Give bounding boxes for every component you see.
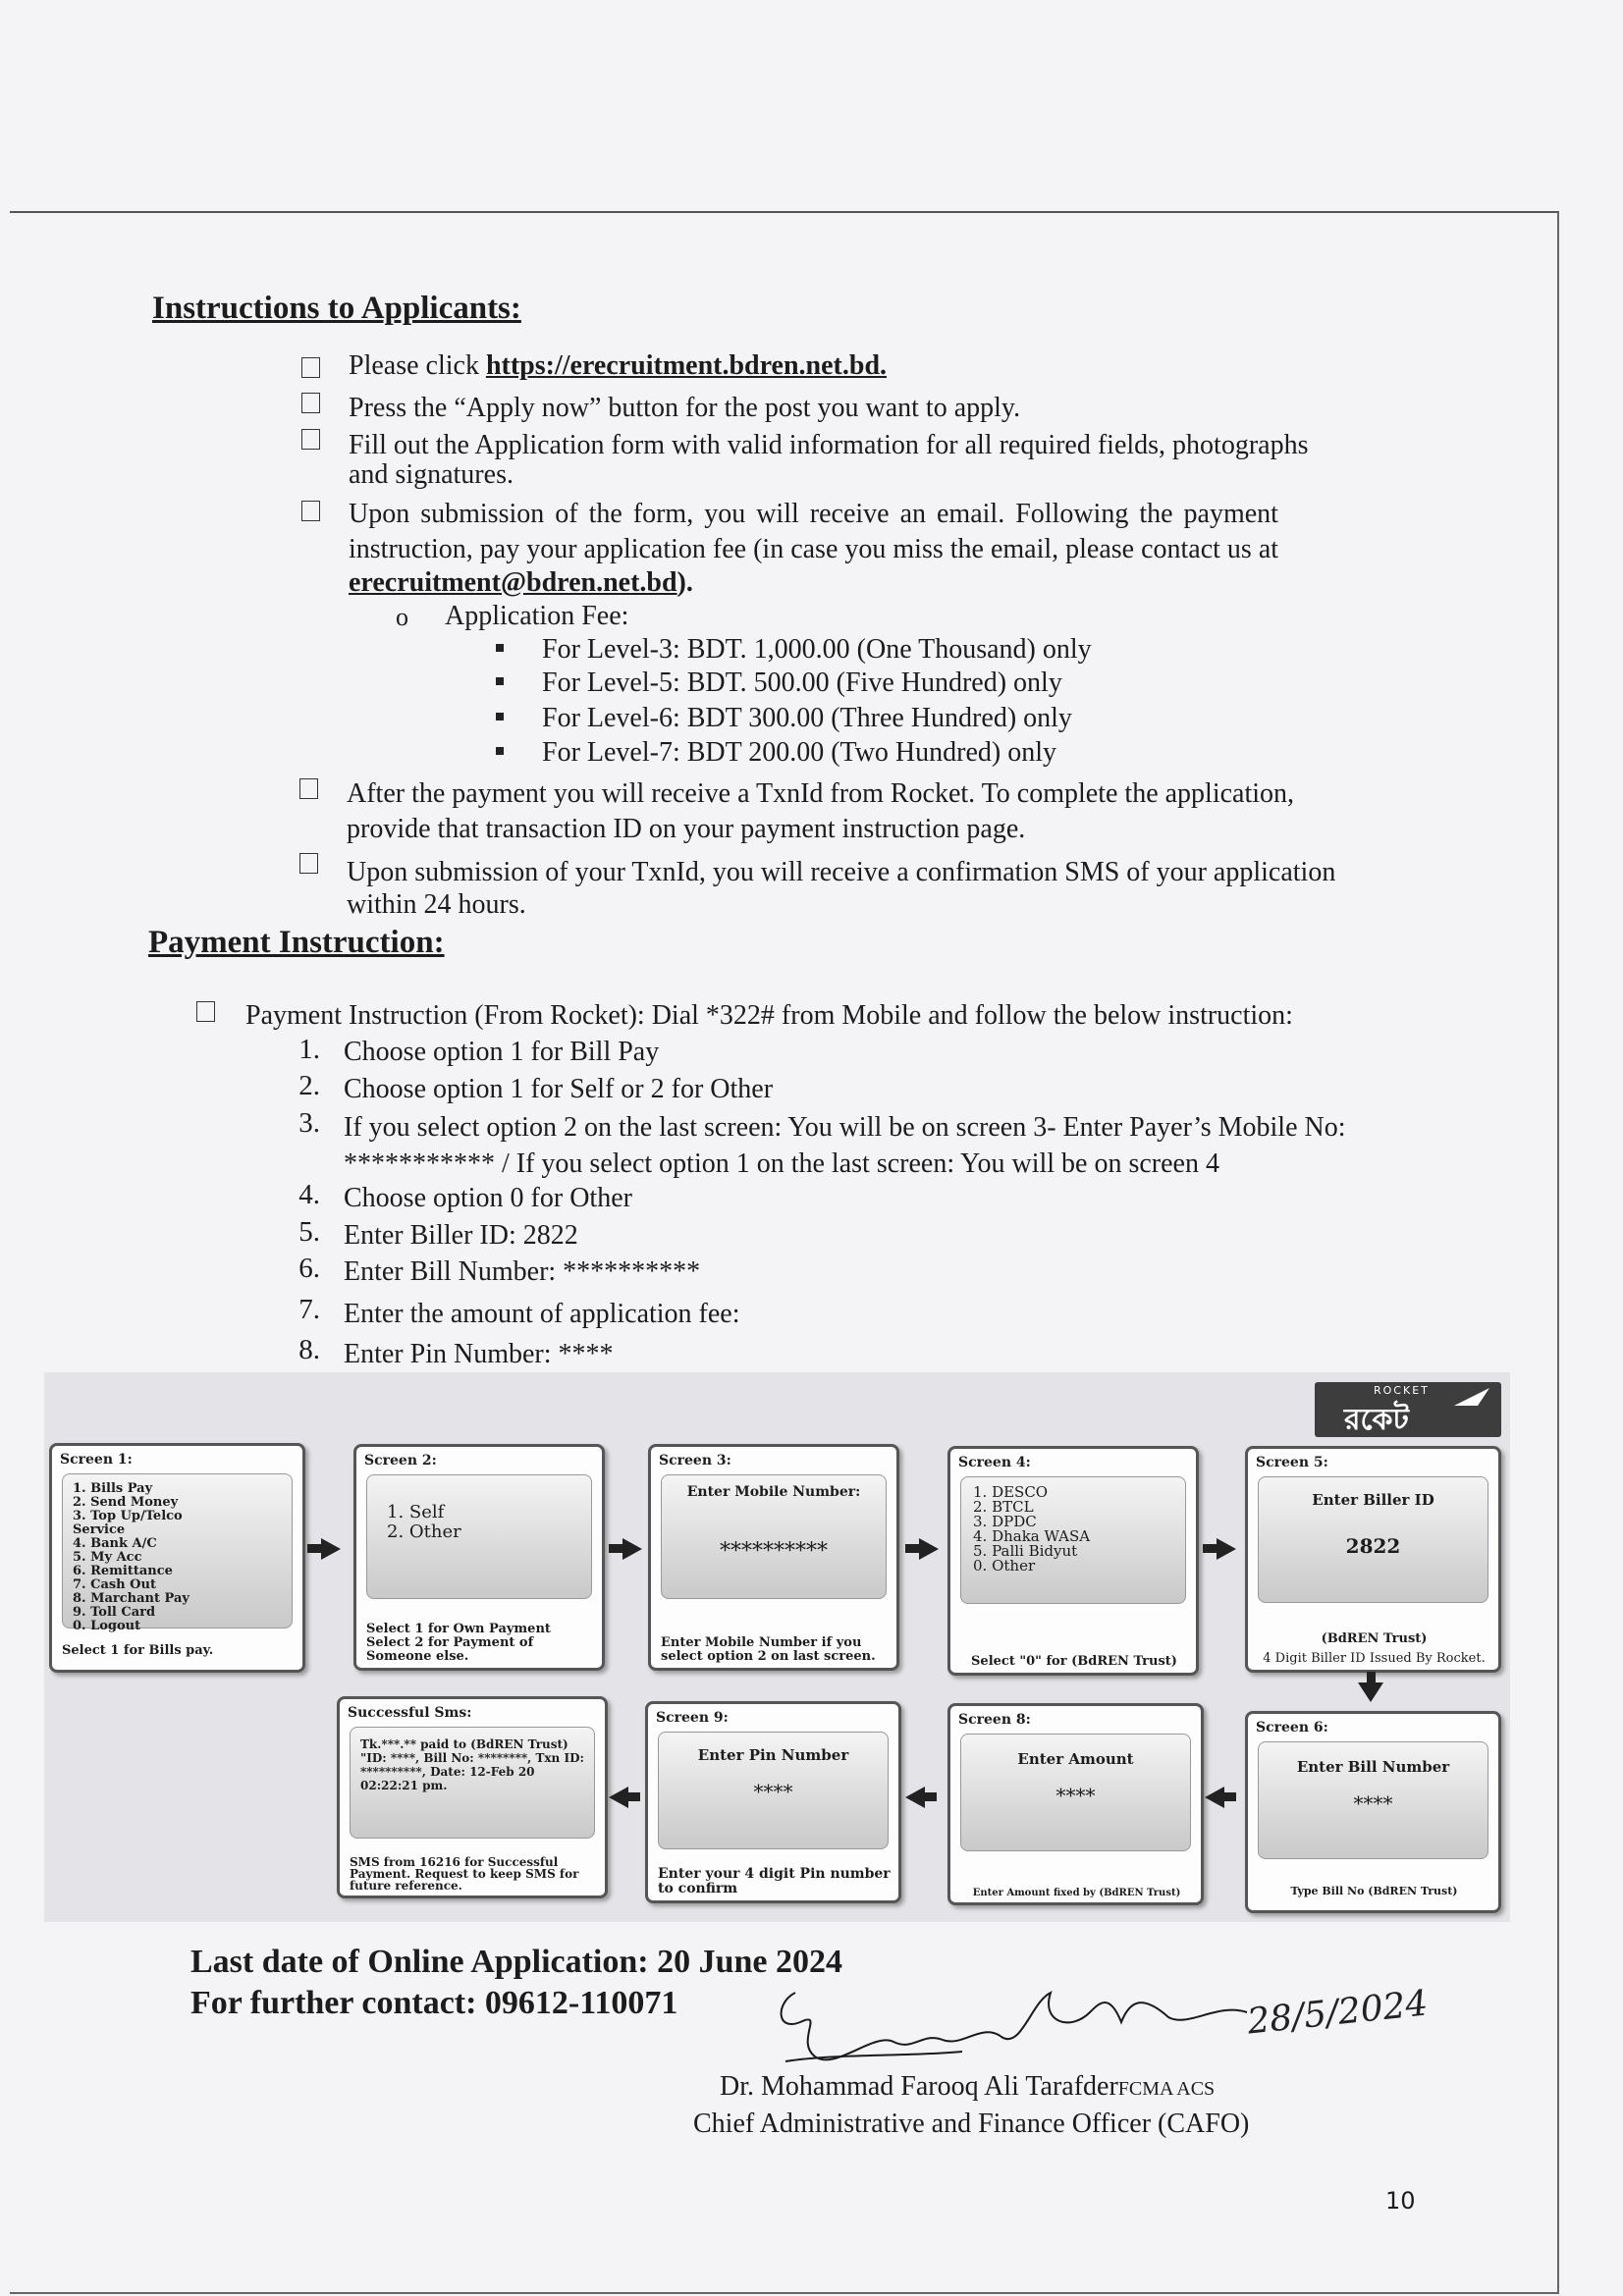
arrow-left-icon: [1205, 1787, 1224, 1808]
fee-level-5: For Level-5: BDT. 500.00 (Five Hundred) only: [542, 667, 1062, 698]
step-number: 7.: [298, 1294, 320, 1325]
square-bullet: [496, 677, 504, 685]
contact-number: For further contact: 09612-110071: [190, 1985, 678, 2021]
arrow-right-icon: [1217, 1538, 1236, 1560]
signatory-designation: Chief Administrative and Finance Officer (CAFO): [693, 2109, 1250, 2139]
instruction-item-5-line1: After the payment you will receive a TxnId from Rocket. To complete the application,: [347, 778, 1295, 809]
payment-step-2: Choose option 1 for Self or 2 for Other: [344, 1074, 774, 1104]
rocket-payment-diagram: [44, 1372, 1510, 1922]
arrow-down-icon: [1358, 1682, 1383, 1702]
arrow-right-icon: [622, 1538, 642, 1560]
successful-sms: Successful Sms: Tk.***.** paid to (BdREN Trust) "ID: ****, Bill No: ********, Txn ID: **********, Date: 12-Feb 20 02:22:21 pm. SMS from 16216 for Successful Payment. Request to keep SMS for future reference.: [337, 1696, 608, 1898]
checkbox-icon: [299, 853, 318, 874]
screen-1: Screen 1: 1. Bills Pay 2. Send Money 3. Top Up/Telco Service 4. Bank A/C 5. My Acc 6. Remittance 7. Cash Out 8. Marchant Pay 9. Toll Card 0. Logout Select 1 for Bills pay.: [49, 1443, 305, 1673]
payment-step-3-cont: *********** / If you select option 1 on the last screen: You will be on screen 4: [344, 1148, 1219, 1179]
instruction-item-4-line2: instruction, pay your application fee (in case you miss the email, please contact us at: [349, 534, 1279, 564]
payment-step-1: Choose option 1 for Bill Pay: [344, 1037, 660, 1067]
step-number: 8.: [298, 1334, 320, 1365]
arrow-left-icon: [609, 1787, 628, 1808]
fee-level-7: For Level-7: BDT 200.00 (Two Hundred) only: [542, 737, 1057, 768]
fee-level-3: For Level-3: BDT. 1,000.00 (One Thousand) only: [542, 634, 1092, 665]
contact-email-link[interactable]: erecruitment@bdren.net.bd: [349, 567, 677, 598]
step-number: 1.: [298, 1034, 320, 1065]
payment-step-6: Enter Bill Number: **********: [344, 1256, 701, 1287]
payment-step-8: Enter Pin Number: ****: [344, 1339, 614, 1369]
payment-step-5: Enter Biller ID: 2822: [344, 1220, 578, 1251]
square-bullet: [496, 644, 504, 652]
checkbox-icon: [301, 393, 320, 413]
step-number: 2.: [298, 1070, 320, 1101]
square-bullet: [496, 713, 504, 721]
checkbox-icon: [301, 429, 320, 450]
checkbox-icon: [299, 778, 318, 799]
payment-heading: Payment Instruction:: [148, 925, 445, 960]
screen-6: Screen 6: Enter Bill Number **** Type Bill No (BdREN Trust): [1245, 1711, 1501, 1913]
payment-step-7: Enter the amount of application fee:: [344, 1299, 740, 1329]
step-number: 3.: [298, 1107, 320, 1139]
step-number: 4.: [298, 1179, 320, 1210]
screen-3: Screen 3: Enter Mobile Number: ********** Enter Mobile Number if you select option 2 on last screen.: [648, 1444, 899, 1671]
screen-5: Screen 5: Enter Biller ID 2822 (BdREN Trust) 4 Digit Biller ID Issued By Rocket.: [1245, 1446, 1501, 1673]
checkbox-icon: [301, 357, 320, 378]
application-fee-label: Application Fee:: [445, 601, 629, 631]
arrow-left-icon: [905, 1787, 925, 1808]
signature-date: 28/5/2024: [1245, 1983, 1431, 2043]
instruction-item-4-line3: erecruitment@bdren.net.bd).: [349, 567, 693, 598]
payment-intro: Payment Instruction (From Rocket): Dial *322# from Mobile and follow the below instruction:: [245, 1000, 1293, 1031]
instructions-heading: Instructions to Applicants:: [152, 291, 521, 326]
checkbox-icon: [301, 501, 320, 521]
payment-step-3: If you select option 2 on the last screen: You will be on screen 3- Enter Payer’s Mobile No:: [344, 1112, 1346, 1143]
step-number: 5.: [298, 1216, 320, 1248]
instruction-item-5-line2: provide that transaction ID on your payment instruction page.: [347, 814, 1026, 844]
screen-9: Screen 9: Enter Pin Number **** Enter your 4 digit Pin number to confirm: [645, 1701, 901, 1903]
square-bullet: [496, 747, 504, 755]
signatory: [720, 2071, 1215, 2103]
screen-1-menu: 1. Bills Pay 2. Send Money 3. Top Up/Telco Service 4. Bank A/C 5. My Acc 6. Remittance 7. Cash Out 8. Marchant Pay 9. Toll Card 0. Logout: [62, 1473, 293, 1629]
screen-4: Screen 4: 1. DESCO 2. BTCL 3. DPDC 4. Dhaka WASA 5. Palli Bidyut 0. Other Select "0" for (BdREN Trust): [947, 1446, 1199, 1676]
instruction-item-4-line1: Upon submission of the form, you will receive an email. Following the payment: [349, 499, 1278, 529]
screen-2: Screen 2: 1. Self 2. Other Select 1 for Own Payment Select 2 for Payment of Someone else.: [353, 1444, 605, 1671]
arrow-right-icon: [919, 1538, 939, 1560]
signatory-suffix: FCMA ACS: [1117, 2078, 1216, 2100]
instruction-item-3-line1: Fill out the Application form with valid information for all required fields, photographs: [349, 430, 1309, 460]
last-date: Last date of Online Application: 20 June 2024: [190, 1944, 843, 1980]
instruction-item-3-line2: and signatures.: [349, 459, 514, 490]
rocket-logo: ROCKET রকেট: [1315, 1382, 1501, 1437]
instruction-item-2: Press the “Apply now” button for the post you want to apply.: [349, 393, 1021, 423]
step-number: 6.: [298, 1253, 320, 1284]
circle-bullet: o: [396, 603, 408, 631]
fee-level-6: For Level-6: BDT 300.00 (Three Hundred) only: [542, 703, 1072, 733]
arrow-right-icon: [321, 1538, 341, 1560]
instruction-item-1: Please click https://erecruitment.bdren.net.bd.: [349, 350, 888, 381]
instruction-item-6-line1: Upon submission of your TxnId, you will receive a confirmation SMS of your application: [347, 857, 1336, 887]
instruction-item-6-line2: within 24 hours.: [347, 889, 526, 920]
checkbox-icon: [196, 1001, 215, 1022]
signature-icon: [756, 1963, 1267, 2081]
erecruitment-link[interactable]: https://erecruitment.bdren.net.bd.: [485, 350, 888, 381]
page-number: 10: [1385, 2187, 1416, 2215]
screen-8: Screen 8: Enter Amount **** Enter Amount fixed by (BdREN Trust): [947, 1703, 1204, 1905]
payment-step-4: Choose option 0 for Other: [344, 1183, 632, 1213]
signatory-name: Dr. Mohammad Farooq Ali Tarafder: [720, 2071, 1118, 2102]
